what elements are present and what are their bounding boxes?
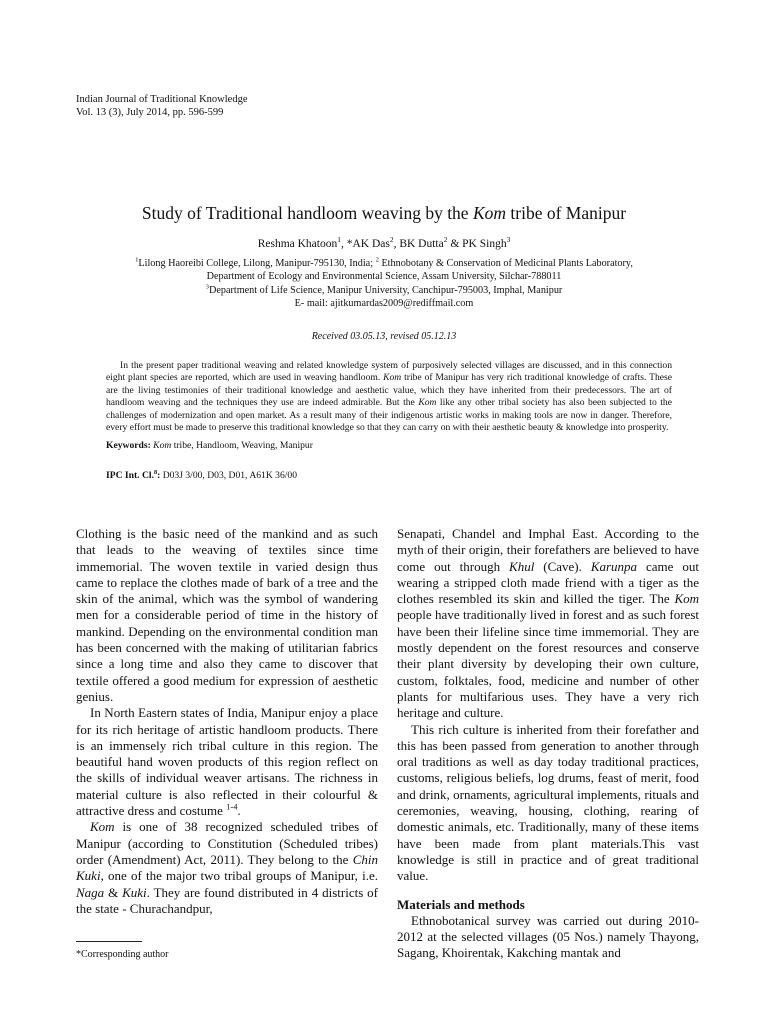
- footnote: *Corresponding author: [76, 949, 169, 960]
- keywords-label: Keywords:: [106, 440, 151, 451]
- body-paragraph: Senapati, Chandel and Imphal East. According to the myth of their origin, their forefathers are believed to have come out through Khul (Cave). Karunpa came out wearing a stripped cloth made friend with a tiger as the clothes resembled its skin and killed the tiger. The Kom people have traditionally lived in forest and as such forest have been their lifeline since time immemorial. They are mostly dependent on the forest resources and conserve their plant diversity by developing their own culture, custom, folktales, food, medicine and number of other plants for multifarious uses. They have a very rich heritage and culture.: [397, 526, 699, 721]
- body-paragraph: In North Eastern states of India, Manipur enjoy a place for its rich heritage of artistic handloom products. There is an immensely rich tribal culture in this region. The beautiful hand woven products of this region reflect on the skills of individual weaver artisans. The richness in material culture is also reflected in their colourful & attractive dress and costume $^{1-4}$.: [76, 705, 378, 819]
- journal-volume: Vol. 13 (3), July 2014, pp. 596-599: [76, 107, 224, 118]
- body-paragraph: Kom is one of 38 recognized scheduled tribes of Manipur (according to Constitution (Scheduled tribes) order (Amendment) Act, 2011). They belong to the Chin Kuki, one of the major two tribal groups of Manipur, i.e. Naga & Kuki. They are found distributed in 4 districts of the state - Churachandpur,: [76, 819, 378, 916]
- body-column-left: [76, 526, 378, 917]
- journal-name: Indian Journal of Traditional Knowledge: [76, 94, 248, 105]
- author-list: Reshma Khatoon$^1$, *AK Das$^2$, BK Dutta$^2$ & PK Singh$^3$: [257, 235, 511, 250]
- body-column-right: [397, 526, 699, 962]
- article-title: Study of Traditional handloom weaving by the Kom tribe of Manipur: [141, 203, 627, 223]
- affiliation-line: $^1$Lilong Haoreibi College, Lilong, Manipur-795130, India; $^2$ Ethnobotany & Conservation of Medicinal Plants Laboratory,: [135, 256, 633, 269]
- corresponding-email: E- mail: ajitkumardas2009@rediffmail.com: [294, 298, 474, 310]
- affiliation-line: Department of Ecology and Environmental Science, Assam University, Silchar-788011: [206, 271, 562, 283]
- footnote-divider: [76, 941, 142, 942]
- journal-header: [76, 93, 247, 119]
- section-heading: Materials and methods: [397, 896, 525, 912]
- abstract: In the present paper traditional weaving and related knowledge system of purposively selected villages are discussed, and in this connection eight plant species are reported, which are used in weaving handloom. Kom tribe of Manipur has very rich traditional knowledge of crafts. These are the living testimonies of their traditional knowledge and aesthetic value, which they have inherited from their predecessors. The art of handloom weaving and the techniques they use are indeed admirable. But the Kom like any other tribal society has also been subjected to the challenges of modernization and open market. As a result many of their indigenous artistic works in making tools are now in danger. Therefore, every effort must be made to preserve this traditional knowledge so that they can carry on with their aesthetic beauty & knowledge into prosperity.: [106, 360, 673, 434]
- affiliation-line: $^3$Department of Life Science, Manipur University, Canchipur-795003, Imphal, Manipur: [205, 283, 563, 296]
- body-paragraph: This rich culture is inherited from their forefather and this has been passed from generation to another through oral traditions as well as day today traditional practices, customs, religious beliefs, log drums, feast of merit, food and drink, ornaments, agricultural implements, rituals and ceremonies, weaving, housing, clothing, rearing of domestic animals, etc. Traditionally, many of these items have been made from plant materials.This vast knowledge is still in practice and of great traditional value.: [397, 721, 699, 884]
- ipc-classification: IPC Int. Cl.$^8$: D03J 3/00, D03, D01, A61K 36/00: [106, 468, 298, 481]
- title-tribe-name: Kom: [472, 203, 507, 223]
- affiliations: [100, 257, 668, 311]
- received-dates: Received 03.05.13, revised 05.12.13: [311, 331, 457, 342]
- body-paragraph: Clothing is the basic need of the mankind and as such that leads to the weaving of textiles since time immemorial. The woven textile in varied design thus came to replace the clothes made of bark of a tree and the skin of the animal, which was the symbol of wandering men for a considerable period of time in the history of mankind. Depending on the environmental condition man has been concerned with the making of utilitarian fabrics since a long time and also they came to discover that textile offered a good medium for expression of aesthetic genius.: [76, 526, 378, 704]
- body-paragraph: Ethnobotanical survey was carried out during 2010-2012 at the selected villages (05 Nos.) namely Thayong, Sagang, Khoirentak, Kakching mantak and: [397, 912, 699, 961]
- keywords: Keywords: Kom tribe, Handloom, Weaving, Manipur: [106, 440, 313, 451]
- ipc-label: IPC Int. Cl.$^8$:: [106, 468, 161, 481]
